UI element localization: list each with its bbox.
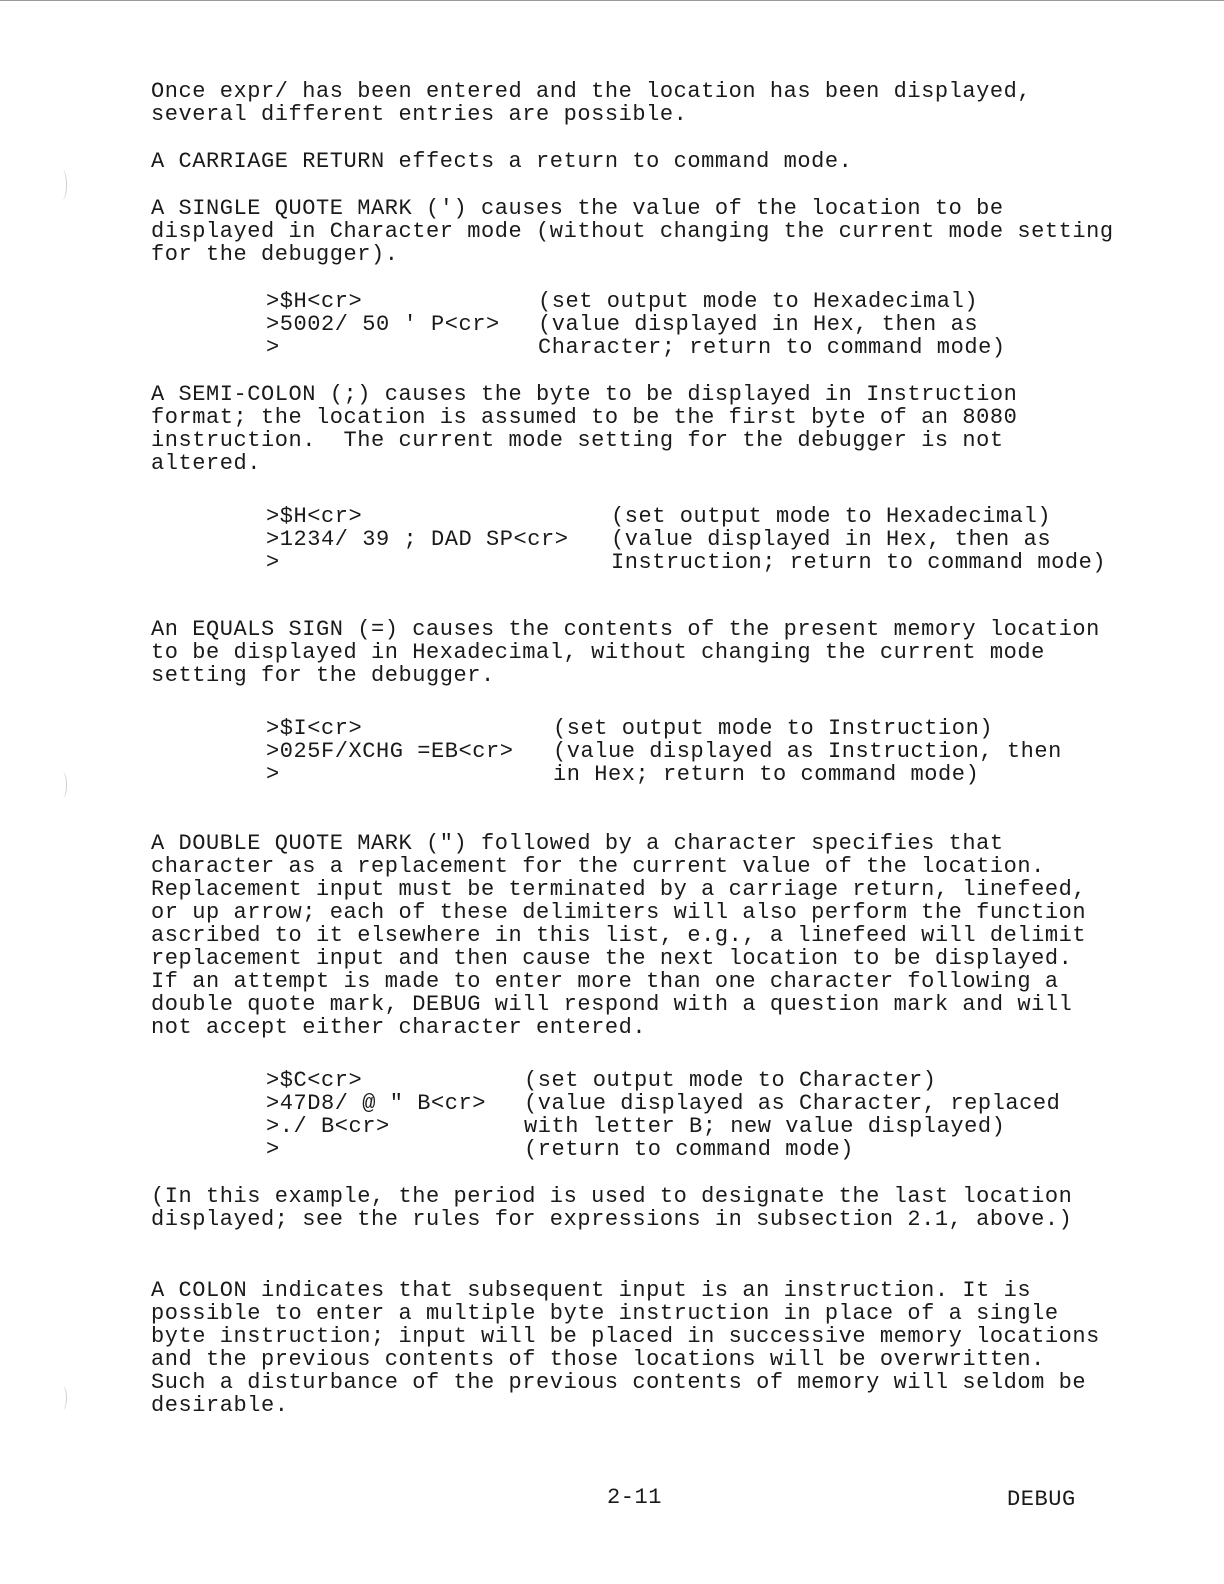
example-row: [266, 740, 1171, 763]
example-row: [266, 336, 1171, 359]
example-note: (value displayed as Character, replaced: [524, 1091, 1061, 1116]
example-command: >$H<cr>: [266, 289, 363, 314]
example-row: [266, 717, 1171, 740]
example-command: >: [266, 762, 280, 787]
example-command: >: [266, 1137, 280, 1162]
scan-mark: [58, 1386, 67, 1410]
document-page: [151, 80, 1171, 1417]
scan-mark: [58, 772, 67, 798]
example-command: >./ B<cr>: [266, 1114, 390, 1139]
example-note: (value displayed in Hex, then as: [538, 312, 979, 337]
example-command: >1234/ 39 ; DAD SP<cr>: [266, 527, 569, 552]
example-double-quote: [266, 1069, 1171, 1161]
example-row: [266, 290, 1171, 313]
example-note: (return to command mode): [524, 1137, 855, 1162]
example-row: [266, 313, 1171, 336]
example-note: in Hex; return to command mode): [553, 762, 980, 787]
example-note: (value displayed as Instruction, then: [553, 739, 1062, 764]
paragraph-semi-colon: A SEMI-COLON (;) causes the byte to be displayed in Instruction format; the location is assumed to be the first byte of an 8080 instruction. The current mode setting for the debugger is not altered.: [151, 382, 1018, 476]
example-row: [266, 1138, 1171, 1161]
example-row: [266, 551, 1171, 574]
example-command: >47D8/ @ " B<cr>: [266, 1091, 487, 1116]
example-row: [266, 1115, 1171, 1138]
example-note: Instruction; return to command mode): [611, 550, 1107, 575]
example-command: >$I<cr>: [266, 716, 363, 741]
example-row: [266, 1092, 1171, 1115]
example-note: Character; return to command mode): [538, 335, 1006, 360]
example-command: >$C<cr>: [266, 1068, 363, 1093]
section-name: DEBUG: [1007, 1487, 1076, 1512]
example-note: with letter B; new value displayed): [524, 1114, 1006, 1139]
example-command: >5002/ 50 ' P<cr>: [266, 312, 500, 337]
paragraph-expr-intro: Once expr/ has been entered and the location has been displayed, several different entries are possible.: [151, 79, 1032, 127]
example-note: (set output mode to Character): [524, 1068, 937, 1093]
example-row: [266, 528, 1171, 551]
example-row: [266, 1069, 1171, 1092]
example-note: (value displayed in Hex, then as: [611, 527, 1052, 552]
paragraph-period-note: (In this example, the period is used to designate the last location displayed; see the rules for expressions in subsection 2.1, above.): [151, 1184, 1073, 1232]
example-note: (set output mode to Instruction): [553, 716, 994, 741]
example-note: (set output mode to Hexadecimal): [538, 289, 979, 314]
example-command: >025F/XCHG =EB<cr>: [266, 739, 514, 764]
example-command: >: [266, 335, 280, 360]
example-note: (set output mode to Hexadecimal): [611, 504, 1052, 529]
paragraph-double-quote: A DOUBLE QUOTE MARK (") followed by a character specifies that character as a replacement for the current value of the location. Replacement input must be terminated by a carriage return, linefeed, or up arrow; each of these delimiters will also perform the function ascribed to it elsewhere in this list, e.g., a linefeed will delimit replacement input and then cause the next location to be displayed. If an attempt is made to enter more than one character following a double quote mark, DEBUG will respond with a question mark and will not accept either character entered.: [151, 831, 1087, 1040]
paragraph-carriage-return: A CARRIAGE RETURN effects a return to command mode.: [151, 149, 853, 174]
example-single-quote: [266, 290, 1171, 359]
example-command: >: [266, 550, 280, 575]
page-top-border: [0, 0, 1224, 1]
scan-mark: [58, 170, 67, 200]
example-command: >$H<cr>: [266, 504, 363, 529]
example-semi-colon: [266, 505, 1171, 574]
page-number: 2-11: [607, 1485, 663, 1510]
paragraph-equals-sign: An EQUALS SIGN (=) causes the contents of the present memory location to be displayed in Hexadecimal, without changing the current mode setting for the debugger.: [151, 617, 1100, 688]
example-row: [266, 763, 1171, 786]
example-row: [266, 505, 1171, 528]
example-equals-sign: [266, 717, 1171, 786]
paragraph-single-quote: A SINGLE QUOTE MARK (') causes the value of the location to be displayed in Character mode (without changing the current mode setting for the debugger).: [151, 196, 1114, 267]
paragraph-colon: A COLON indicates that subsequent input is an instruction. It is possible to enter a multiple byte instruction in place of a single byte instruction; input will be placed in successive memory locations and the previous contents of those locations will be overwritten. Such a disturbance of the previous contents of memory will seldom be desirable.: [151, 1278, 1100, 1418]
